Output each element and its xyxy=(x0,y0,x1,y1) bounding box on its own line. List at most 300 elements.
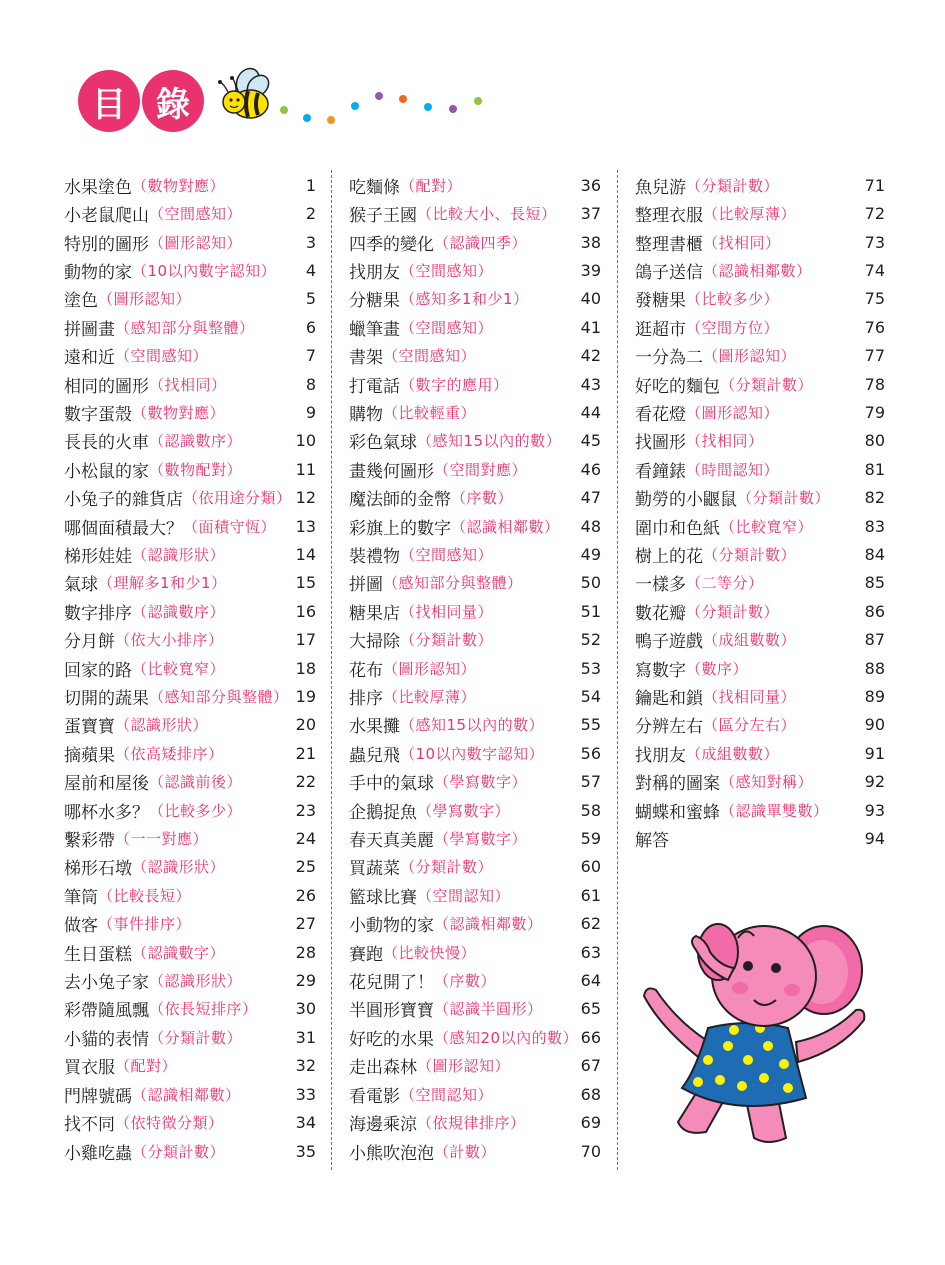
entry-page-number: 86 xyxy=(864,601,885,621)
toc-entry xyxy=(64,512,316,540)
entry-title: 花布 xyxy=(349,660,383,681)
entry-title: 筆筒 xyxy=(64,887,98,908)
entry-title: 門牌號碼 xyxy=(64,1086,132,1107)
entry-topic: （空間感知） xyxy=(149,205,243,224)
toc-entry xyxy=(635,512,885,540)
entry-page-number: 91 xyxy=(864,743,885,763)
entry-page-number: 21 xyxy=(295,743,316,763)
entry-title: 梯形石墩 xyxy=(64,859,132,880)
toc-entry xyxy=(349,285,601,313)
entry-title: 小兔子的雜貨店 xyxy=(64,490,183,511)
entry-title: 梯形娃娃 xyxy=(64,546,132,567)
entry-topic: （空間方位） xyxy=(686,318,780,337)
toc-entry xyxy=(64,455,316,483)
entry-page-number: 87 xyxy=(864,630,885,650)
entry-topic: （依特徵分類） xyxy=(115,1114,224,1133)
entry-topic: （感知多1和少1） xyxy=(400,290,529,309)
entry-title: 看電影 xyxy=(349,1086,400,1107)
page-title-char-2: 錄 xyxy=(156,84,190,125)
entry-topic: （分類計數） xyxy=(703,545,797,564)
entry-title: 塗色 xyxy=(64,291,98,312)
toc-entry xyxy=(64,739,316,767)
entry-topic: （依用途分類） xyxy=(183,489,292,508)
entry-topic: （分類計數） xyxy=(720,375,814,394)
entry-topic: （認識相鄰數） xyxy=(132,1085,241,1104)
toc-entry xyxy=(635,228,885,256)
entry-topic: （認識四季） xyxy=(434,233,528,252)
entry-page-number: 34 xyxy=(295,1113,316,1133)
toc-entry xyxy=(64,370,316,398)
toc-entry xyxy=(64,483,316,511)
toc-entry xyxy=(635,455,885,483)
entry-topic: （圖形認知） xyxy=(98,290,192,309)
entry-topic: （比較大小、長短） xyxy=(417,205,557,224)
entry-title: 寫數字 xyxy=(635,660,686,681)
entry-page-number: 4 xyxy=(305,260,316,280)
entry-topic: （分類計數） xyxy=(686,176,780,195)
toc-entry xyxy=(349,1023,601,1051)
entry-page-number: 8 xyxy=(305,374,316,394)
entry-topic: （學寫數字） xyxy=(417,801,511,820)
entry-title: 畫幾何圖形 xyxy=(349,461,434,482)
trail-dot xyxy=(399,95,407,103)
toc-entry xyxy=(349,654,601,682)
elephant-illustration xyxy=(636,910,876,1150)
entry-page-number: 17 xyxy=(295,630,316,650)
toc-entry xyxy=(349,1108,601,1136)
entry-title: 去小兔子家 xyxy=(64,973,149,994)
toc-entry xyxy=(635,796,885,824)
entry-page-number: 65 xyxy=(580,999,601,1019)
entry-title: 摘蘋果 xyxy=(64,745,115,766)
entry-topic: （空間感知） xyxy=(400,261,494,280)
entry-title: 鴿子送信 xyxy=(635,262,703,283)
bee-icon xyxy=(214,66,276,126)
entry-page-number: 35 xyxy=(295,1141,316,1161)
entry-title: 整理書櫃 xyxy=(635,234,703,255)
entry-page-number: 83 xyxy=(864,516,885,536)
entry-title: 好吃的水果 xyxy=(349,1029,434,1050)
entry-title: 企鵝捉魚 xyxy=(349,802,417,823)
entry-title: 裝禮物 xyxy=(349,546,400,567)
entry-page-number: 44 xyxy=(580,402,601,422)
entry-title: 海邊乘涼 xyxy=(349,1115,417,1136)
entry-page-number: 67 xyxy=(580,1056,601,1076)
entry-topic: （找相同量） xyxy=(703,688,797,707)
entry-title: 一分為二 xyxy=(635,348,703,369)
toc-entry xyxy=(635,171,885,199)
toc-entry xyxy=(349,1052,601,1080)
entry-topic: （感知對稱） xyxy=(720,773,814,792)
entry-title: 逛超市 xyxy=(635,319,686,340)
toc-entry xyxy=(349,966,601,994)
entry-page-number: 39 xyxy=(580,260,601,280)
entry-page-number: 84 xyxy=(864,544,885,564)
toc-entry xyxy=(635,824,885,852)
entry-title: 勤勞的小鼴鼠 xyxy=(635,490,737,511)
toc-entry xyxy=(64,398,316,426)
toc-entry xyxy=(349,711,601,739)
entry-page-number: 15 xyxy=(295,573,316,593)
entry-page-number: 72 xyxy=(864,204,885,224)
entry-title: 分辨左右 xyxy=(635,717,703,738)
toc-entry xyxy=(64,1108,316,1136)
entry-page-number: 85 xyxy=(864,573,885,593)
entry-title: 小雞吃蟲 xyxy=(64,1143,132,1164)
entry-topic: （空間認知） xyxy=(400,1085,494,1104)
entry-page-number: 92 xyxy=(864,772,885,792)
toc-entry xyxy=(349,512,601,540)
entry-title: 找不同 xyxy=(64,1115,115,1136)
entry-topic: （一一對應） xyxy=(115,830,209,849)
toc-entry xyxy=(64,910,316,938)
entry-page-number: 45 xyxy=(580,431,601,451)
entry-title: 手中的氣球 xyxy=(349,774,434,795)
entry-page-number: 18 xyxy=(295,658,316,678)
toc-entry xyxy=(349,626,601,654)
toc-entry xyxy=(64,285,316,313)
toc-entry xyxy=(349,256,601,284)
entry-topic: （分類計數） xyxy=(400,631,494,650)
entry-title: 回家的路 xyxy=(64,660,132,681)
entry-page-number: 13 xyxy=(295,516,316,536)
entry-topic: （空間感知） xyxy=(115,347,209,366)
toc-entry xyxy=(349,910,601,938)
entry-page-number: 53 xyxy=(580,658,601,678)
entry-page-number: 60 xyxy=(580,857,601,877)
entry-page-number: 48 xyxy=(580,516,601,536)
entry-topic: （認識數序） xyxy=(132,602,226,621)
toc-entry xyxy=(64,199,316,227)
toc-entry xyxy=(635,768,885,796)
entry-title: 拼圖 xyxy=(349,575,383,596)
toc-entry xyxy=(64,881,316,909)
toc-entry xyxy=(635,341,885,369)
entry-topic: （事件排序） xyxy=(98,915,192,934)
entry-topic: （數物配對） xyxy=(149,460,243,479)
toc-entry xyxy=(64,1137,316,1165)
entry-page-number: 42 xyxy=(580,346,601,366)
entry-page-number: 82 xyxy=(864,488,885,508)
entry-page-number: 50 xyxy=(580,573,601,593)
entry-page-number: 37 xyxy=(580,204,601,224)
entry-topic: （依大小排序） xyxy=(115,631,224,650)
entry-page-number: 81 xyxy=(864,459,885,479)
toc-entry xyxy=(635,540,885,568)
entry-page-number: 57 xyxy=(580,772,601,792)
toc-entry xyxy=(64,540,316,568)
entry-topic: （分類計數） xyxy=(132,1142,226,1161)
trail-dot xyxy=(327,116,335,124)
entry-title: 書架 xyxy=(349,348,383,369)
toc-entry xyxy=(64,597,316,625)
entry-topic: （找相同） xyxy=(703,233,781,252)
entry-title: 找朋友 xyxy=(349,262,400,283)
toc-entry xyxy=(64,768,316,796)
toc-entry xyxy=(64,796,316,824)
toc-entry xyxy=(349,370,601,398)
entry-title: 魔法師的金幣 xyxy=(349,490,451,511)
toc-entry xyxy=(635,285,885,313)
entry-topic: （認識形狀） xyxy=(149,972,243,991)
entry-title: 一樣多 xyxy=(635,575,686,596)
entry-page-number: 40 xyxy=(580,289,601,309)
entry-title: 長長的火車 xyxy=(64,433,149,454)
toc-entry xyxy=(349,228,601,256)
entry-topic: （認識相鄰數） xyxy=(434,915,543,934)
column-divider xyxy=(331,170,332,1170)
entry-topic: （感知部分與整體） xyxy=(383,574,523,593)
entry-title: 分糖果 xyxy=(349,291,400,312)
entry-topic: （圖形認知） xyxy=(417,1057,511,1076)
entry-page-number: 70 xyxy=(580,1141,601,1161)
entry-topic: （認識形狀） xyxy=(132,545,226,564)
entry-topic: （10以內數字認知） xyxy=(132,261,277,280)
entry-topic: （比較寬窄） xyxy=(720,517,814,536)
entry-topic: （數物對應） xyxy=(132,403,226,422)
entry-topic: （依高矮排序） xyxy=(115,744,224,763)
entry-topic: （圖形認知） xyxy=(383,659,477,678)
entry-topic: （認識形狀） xyxy=(115,716,209,735)
entry-page-number: 56 xyxy=(580,743,601,763)
entry-title: 找朋友 xyxy=(635,745,686,766)
entry-topic: （序數） xyxy=(451,489,514,508)
entry-title: 蟲兒飛 xyxy=(349,745,400,766)
toc-entry xyxy=(64,853,316,881)
entry-topic: （依規律排序） xyxy=(417,1114,526,1133)
entry-page-number: 79 xyxy=(864,402,885,422)
entry-page-number: 88 xyxy=(864,658,885,678)
entry-title: 小動物的家 xyxy=(349,916,434,937)
entry-topic: （認識形狀） xyxy=(132,858,226,877)
entry-topic: （成組數數） xyxy=(703,631,797,650)
toc-entry xyxy=(64,654,316,682)
entry-page-number: 25 xyxy=(295,857,316,877)
entry-page-number: 93 xyxy=(864,800,885,820)
entry-title: 特別的圖形 xyxy=(64,234,149,255)
entry-topic: （認識數字） xyxy=(132,943,226,962)
toc-entry xyxy=(349,853,601,881)
entry-page-number: 75 xyxy=(864,289,885,309)
entry-page-number: 59 xyxy=(580,829,601,849)
entry-title: 數字蛋殼 xyxy=(64,404,132,425)
toc-entry xyxy=(349,540,601,568)
entry-topic: （分類計數） xyxy=(737,489,831,508)
entry-title: 數字排序 xyxy=(64,603,132,624)
entry-title: 籃球比賽 xyxy=(349,887,417,908)
entry-title: 糖果店 xyxy=(349,603,400,624)
toc-entry xyxy=(64,824,316,852)
entry-page-number: 20 xyxy=(295,715,316,735)
toc-entry xyxy=(64,682,316,710)
entry-topic: （比較寬窄） xyxy=(132,659,226,678)
entry-title: 繫彩帶 xyxy=(64,831,115,852)
entry-title: 看花燈 xyxy=(635,404,686,425)
entry-topic: （10以內數字認知） xyxy=(400,744,545,763)
entry-page-number: 31 xyxy=(295,1027,316,1047)
entry-topic: （認識數序） xyxy=(149,432,243,451)
entry-title: 鑰匙和鎖 xyxy=(635,689,703,710)
toc-entry xyxy=(349,1080,601,1108)
entry-page-number: 90 xyxy=(864,715,885,735)
toc-entry xyxy=(349,427,601,455)
entry-title: 小熊吹泡泡 xyxy=(349,1143,434,1164)
entry-page-number: 14 xyxy=(295,544,316,564)
entry-title: 發糖果 xyxy=(635,291,686,312)
entry-page-number: 10 xyxy=(295,431,316,451)
entry-page-number: 3 xyxy=(305,232,316,252)
entry-topic: （感知15以內的數） xyxy=(400,716,545,735)
toc-entry xyxy=(349,1137,601,1165)
entry-page-number: 74 xyxy=(864,260,885,280)
entry-page-number: 29 xyxy=(295,971,316,991)
entry-title: 水果攤 xyxy=(349,717,400,738)
entry-title: 屋前和屋後 xyxy=(64,774,149,795)
toc-entry xyxy=(635,199,885,227)
header xyxy=(0,0,945,150)
page-title-char-1: 目 xyxy=(92,84,126,125)
entry-title: 買衣服 xyxy=(64,1058,115,1079)
toc-entry xyxy=(349,313,601,341)
entry-page-number: 2 xyxy=(305,204,316,224)
toc-entry xyxy=(635,370,885,398)
entry-topic: （比較多少） xyxy=(686,290,780,309)
entry-topic: （分類計數） xyxy=(686,602,780,621)
entry-page-number: 36 xyxy=(580,175,601,195)
toc-entry xyxy=(349,569,601,597)
entry-title: 好吃的麵包 xyxy=(635,376,720,397)
trail-dot xyxy=(424,103,432,111)
entry-topic: （圖形認知） xyxy=(703,347,797,366)
entry-topic: （認識半圓形） xyxy=(434,1000,543,1019)
entry-title: 氣球 xyxy=(64,575,98,596)
trail-dot xyxy=(351,102,359,110)
toc-entry xyxy=(64,313,316,341)
trail-dot xyxy=(474,97,482,105)
toc-entry xyxy=(635,739,885,767)
entry-title: 賽跑 xyxy=(349,944,383,965)
entry-page-number: 58 xyxy=(580,800,601,820)
toc-entry xyxy=(635,398,885,426)
toc-entry xyxy=(349,796,601,824)
entry-title: 購物 xyxy=(349,404,383,425)
entry-topic: （數字的應用） xyxy=(400,375,509,394)
entry-title: 遠和近 xyxy=(64,348,115,369)
entry-page-number: 27 xyxy=(295,914,316,934)
entry-topic: （空間感知） xyxy=(400,545,494,564)
entry-title: 生日蛋糕 xyxy=(64,944,132,965)
trail-dot xyxy=(280,106,288,114)
entry-topic: （分類計數） xyxy=(400,858,494,877)
toc-entry xyxy=(349,341,601,369)
entry-title: 大掃除 xyxy=(349,632,400,653)
entry-title: 蛋寶寶 xyxy=(64,717,115,738)
entry-page-number: 66 xyxy=(580,1027,601,1047)
entry-topic: （數序） xyxy=(686,659,749,678)
entry-topic: （區分左右） xyxy=(703,716,797,735)
entry-topic: （認識相鄰數） xyxy=(703,261,812,280)
toc-entry xyxy=(635,427,885,455)
toc-entry xyxy=(349,199,601,227)
entry-page-number: 1 xyxy=(305,175,316,195)
entry-title: 哪個面積最大？ xyxy=(64,518,183,539)
entry-topic: （比較厚薄） xyxy=(383,688,477,707)
entry-page-number: 69 xyxy=(580,1113,601,1133)
entry-topic: （認識相鄰數） xyxy=(451,517,560,536)
toc-entry xyxy=(64,938,316,966)
entry-topic: （找相同） xyxy=(686,432,764,451)
entry-page-number: 19 xyxy=(295,687,316,707)
toc-entry xyxy=(349,483,601,511)
entry-topic: （空間對應） xyxy=(434,460,528,479)
toc-entry xyxy=(64,171,316,199)
trail-dot xyxy=(449,105,457,113)
toc-entry xyxy=(64,341,316,369)
entry-topic: （感知20以內的數） xyxy=(434,1028,579,1047)
entry-title: 買蔬菜 xyxy=(349,859,400,880)
entry-page-number: 12 xyxy=(295,488,316,508)
toc-entry xyxy=(64,995,316,1023)
entry-page-number: 55 xyxy=(580,715,601,735)
entry-page-number: 30 xyxy=(295,999,316,1019)
entry-topic: （比較快慢） xyxy=(383,943,477,962)
entry-title: 哪杯水多？ xyxy=(64,802,149,823)
toc-entry xyxy=(64,1052,316,1080)
entry-title: 樹上的花 xyxy=(635,546,703,567)
entry-page-number: 7 xyxy=(305,346,316,366)
entry-page-number: 73 xyxy=(864,232,885,252)
entry-title: 水果塗色 xyxy=(64,177,132,198)
toc-entry xyxy=(635,597,885,625)
toc-entry xyxy=(635,711,885,739)
entry-title: 走出森林 xyxy=(349,1058,417,1079)
entry-title: 彩旗上的數字 xyxy=(349,518,451,539)
trail-dot xyxy=(375,92,383,100)
entry-title: 蝴蝶和蜜蜂 xyxy=(635,802,720,823)
toc-entry xyxy=(64,228,316,256)
entry-title: 解答 xyxy=(635,831,669,852)
toc-entry xyxy=(635,626,885,654)
entry-title: 彩帶隨風飄 xyxy=(64,1001,149,1022)
entry-title: 打電話 xyxy=(349,376,400,397)
toc-entry xyxy=(635,682,885,710)
entry-topic: （空間認知） xyxy=(417,886,511,905)
entry-topic: （計數） xyxy=(434,1142,497,1161)
entry-page-number: 23 xyxy=(295,800,316,820)
entry-page-number: 41 xyxy=(580,317,601,337)
entry-page-number: 33 xyxy=(295,1084,316,1104)
toc-entry xyxy=(635,654,885,682)
entry-title: 排序 xyxy=(349,689,383,710)
entry-topic: （認識單雙數） xyxy=(720,801,829,820)
entry-page-number: 51 xyxy=(580,601,601,621)
entry-topic: （比較多少） xyxy=(149,801,243,820)
entry-topic: （感知部分與整體） xyxy=(149,688,289,707)
toc-entry xyxy=(64,966,316,994)
entry-topic: （分類計數） xyxy=(149,1028,243,1047)
toc-entry xyxy=(64,427,316,455)
entry-topic: （二等分） xyxy=(686,574,764,593)
entry-topic: （面積守恆） xyxy=(183,517,277,536)
entry-title: 吃麵條 xyxy=(349,177,400,198)
entry-title: 猴子王國 xyxy=(349,206,417,227)
toc-entry xyxy=(64,1023,316,1051)
entry-page-number: 94 xyxy=(864,829,885,849)
toc-entry xyxy=(635,256,885,284)
entry-title: 整理衣服 xyxy=(635,206,703,227)
entry-topic: （學寫數字） xyxy=(434,830,528,849)
toc-entry xyxy=(349,824,601,852)
